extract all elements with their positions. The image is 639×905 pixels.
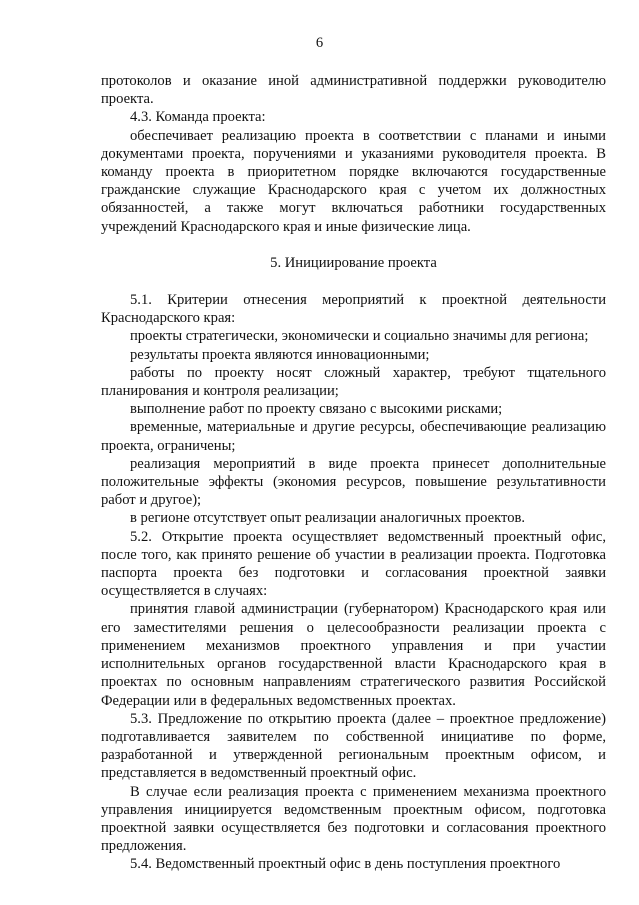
section-heading: 5. Инициирование проекта xyxy=(270,254,437,271)
paragraph: результаты проекта являются инновационными; xyxy=(130,346,430,363)
paragraph: 5.2. Открытие проекта осуществляет ведомственный проектный офис, после того, как принято решение об участии в реализации проекта. Подготовка паспорта проекта без подготовки и согласования проектной заявки осуществляется в случаях: xyxy=(101,528,606,600)
paragraph: 4.3. Команда проекта: xyxy=(130,109,266,126)
page-number: 6 xyxy=(315,35,324,51)
paragraph: 5.1. Критерии отнесения мероприятий к проектной деятельности Краснодарского края: xyxy=(101,292,606,327)
paragraph: реализация мероприятий в виде проекта принесет дополнительные положительные эффекты (экономия ресурсов, повышение результативности работ и другое); xyxy=(101,455,606,509)
paragraph: В случае если реализация проекта с применением механизма проектного управления инициируется ведомственным проектным офисом, подготовка проектной заявки осуществляется без подготовки и согласования проектного предложения. xyxy=(101,783,606,855)
document-body xyxy=(101,72,606,874)
paragraph: обеспечивает реализацию проекта в соответствии с планами и иными документами проекта, поручениями и указаниями руководителя проекта. В команду проекта в приоритетном порядке включаются государственные гражданские служащие Краснодарского края с учетом их должностных обязанностей, а также могут включаться работники государственных учреждений Краснодарского края и иные физические лица. xyxy=(101,127,606,235)
paragraph: проекты стратегически, экономически и социально значимы для региона; xyxy=(130,328,589,345)
paragraph: протоколов и оказание иной административной поддержки руководителю проекта. xyxy=(101,73,606,108)
paragraph: 5.3. Предложение по открытию проекта (далее – проектное предложение) подготавливается заявителем по собственной инициативе по форме, разработанной и утвержденной региональным проектным офисом, и представляется в ведомственный проектный офис. xyxy=(101,710,606,782)
paragraph: 5.4. Ведомственный проектный офис в день поступления проектного xyxy=(130,856,561,873)
paragraphs-after-heading xyxy=(101,291,606,874)
paragraph: выполнение работ по проекту связано с высокими рисками; xyxy=(130,401,503,418)
paragraph: временные, материальные и другие ресурсы, обеспечивающие реализацию проекта, ограничены; xyxy=(101,419,606,454)
paragraphs-before-heading xyxy=(101,72,606,236)
paragraph: в регионе отсутствует опыт реализации аналогичных проектов. xyxy=(130,510,526,527)
paragraph: принятия главой администрации (губернатором) Краснодарского края или его заместителями решения о целесообразности реализации проекта с применением механизмов проектного управления и при участии исполнительных органов государственной власти Краснодарского края в проектах по основным направлениям стратегического развития Российской Федерации или в федеральных ведомственных проектах. xyxy=(101,601,606,709)
paragraph: работы по проекту носят сложный характер, требуют тщательного планирования и контроля реализации; xyxy=(101,364,606,400)
